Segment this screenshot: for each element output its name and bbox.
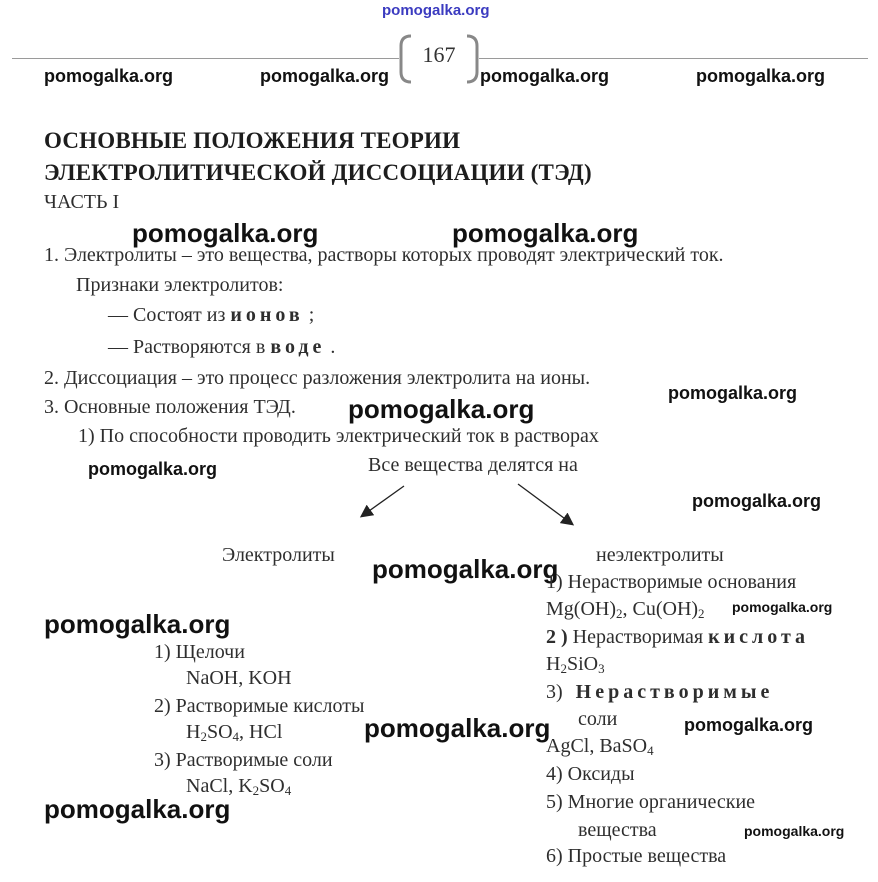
electrolyte-1: 1) Щелочи: [154, 641, 245, 663]
nonelectrolytes-title: неэлектролиты: [596, 544, 724, 566]
header-watermark-2: pomogalka.org: [260, 66, 390, 86]
watermark-1: pomogalka.org: [132, 218, 319, 248]
formula-sub: 4: [284, 783, 292, 798]
nonelectrolyte-2-formula: [546, 653, 605, 677]
watermark-12: pomogalka.org: [364, 713, 551, 743]
formula-part: , Cu(OH): [622, 598, 699, 620]
nonelectrolyte-3-cont: соли: [578, 708, 618, 730]
electrolyte-3: 3) Растворимые соли: [154, 749, 333, 771]
formula-part: , HCl: [239, 721, 283, 743]
sign-2-prefix: — Растворяются в: [108, 336, 266, 358]
item-2: 2. Диссоциация – это процесс разложения электролита на ионы.: [44, 367, 591, 389]
n2-word: кислота: [708, 626, 810, 648]
electrolyte-2: 2) Растворимые кислоты: [154, 695, 365, 717]
title-line-2: ЭЛЕКТРОЛИТИЧЕСКОЙ ДИССОЦИАЦИИ (ТЭД): [44, 160, 592, 185]
item-1: 1. Электролиты – это вещества, растворы которых проводят электрический ток.: [44, 244, 724, 266]
formula-sub: 4: [232, 729, 240, 744]
formula-sub: 2: [616, 606, 623, 621]
nonelectrolyte-6: 6) Простые вещества: [546, 845, 727, 867]
top-watermark: pomogalka.org: [382, 2, 490, 19]
nonelectrolyte-5-cont: вещества: [578, 819, 657, 841]
item-3: 3. Основные положения ТЭД.: [44, 396, 296, 418]
watermark-8: pomogalka.org: [732, 599, 833, 615]
watermark-6: pomogalka.org: [692, 491, 822, 511]
formula-part: SiO: [566, 653, 599, 675]
signs-label: Признаки электролитов:: [76, 274, 284, 296]
n2-text: Нерастворимая: [572, 626, 704, 648]
n3-word: Нерастворимые: [575, 681, 774, 703]
formula-part: AgCl, BaSO: [546, 735, 648, 757]
n2-number: 2 ): [546, 626, 568, 648]
formula-part: SO: [206, 721, 233, 743]
title-line-1: ОСНОВНЫЕ ПОЛОЖЕНИЯ ТЕОРИИ: [44, 128, 461, 153]
part-label: ЧАСТЬ I: [44, 191, 120, 213]
header-watermark-4: pomogalka.org: [696, 66, 826, 86]
sign-1-word: ионов: [230, 304, 304, 326]
nonelectrolyte-1-formula: [546, 598, 705, 622]
watermark-10: pomogalka.org: [744, 823, 845, 839]
n3-number: 3): [546, 681, 563, 703]
formula-part: NaCl, K: [186, 775, 253, 797]
formula-sub: 2: [560, 661, 567, 676]
header-watermark-1: pomogalka.org: [44, 66, 174, 86]
arrow-right-icon: [518, 484, 572, 524]
sign-2-suffix: .: [330, 336, 336, 358]
watermark-9: pomogalka.org: [684, 715, 814, 735]
electrolyte-2-formula: [186, 721, 282, 745]
formula-sub: 2: [252, 783, 260, 798]
sign-2-word: воде: [270, 336, 326, 358]
page-number: 167: [422, 42, 456, 67]
nonelectrolyte-3-formula: [546, 735, 654, 759]
nonelectrolyte-5: 5) Многие органические: [546, 791, 756, 813]
header-watermark-3: pomogalka.org: [480, 66, 610, 86]
formula-part: SO: [259, 775, 285, 797]
watermark-4: pomogalka.org: [668, 383, 798, 403]
watermark-5: pomogalka.org: [88, 459, 218, 479]
formula-sub: 2: [200, 729, 207, 744]
formula-part: H: [546, 653, 561, 675]
formula-part: Mg(OH): [546, 598, 616, 620]
split-text: Все вещества делятся на: [368, 454, 578, 476]
nonelectrolyte-2: [546, 626, 809, 649]
watermark-3: pomogalka.org: [348, 394, 535, 424]
nonelectrolyte-4: 4) Оксиды: [546, 763, 635, 785]
electrolyte-1-formula: NaOH, KOH: [186, 667, 292, 689]
sign-1-prefix: — Состоят из: [108, 304, 226, 326]
formula-sub: 3: [598, 661, 605, 676]
formula-sub: 4: [647, 743, 654, 758]
watermark-2: pomogalka.org: [452, 218, 639, 248]
sign-1-suffix: ;: [308, 304, 315, 326]
watermark-11: pomogalka.org: [44, 609, 231, 639]
nonelectrolyte-1: 1) Нерастворимые основания: [546, 571, 797, 593]
sub-item-1: 1) По способности проводить электрический ток в растворах: [78, 425, 599, 447]
arrow-left-icon: [362, 486, 404, 516]
watermark-13: pomogalka.org: [44, 794, 231, 824]
nonelectrolyte-3: [546, 681, 773, 704]
electrolytes-title: Электролиты: [222, 544, 335, 566]
formula-sub: 2: [698, 606, 705, 621]
formula-part: H: [186, 721, 201, 743]
watermark-7: pomogalka.org: [372, 554, 559, 584]
